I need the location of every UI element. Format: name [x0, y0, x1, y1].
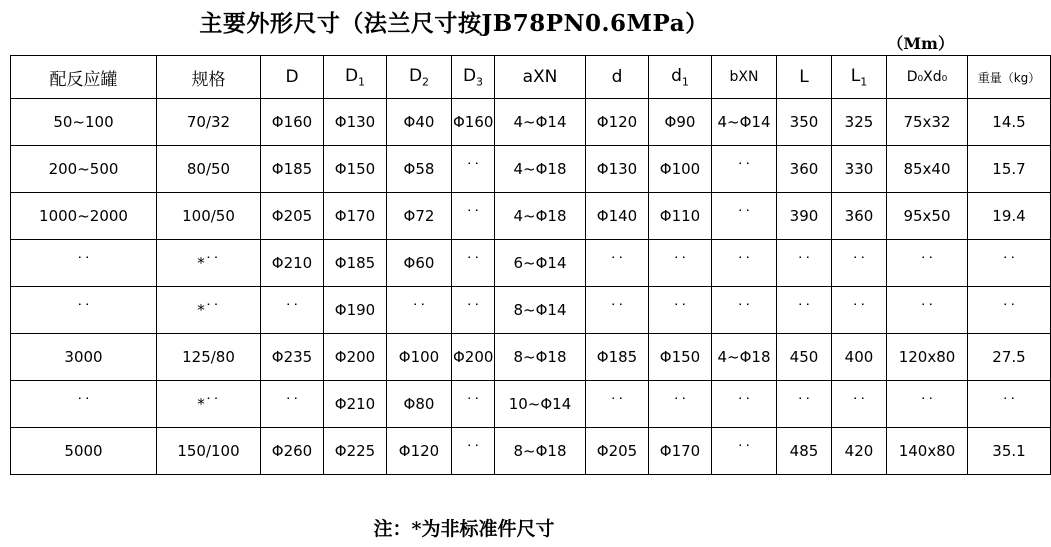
cell-d-small: ˙˙: [586, 381, 649, 428]
cell-d: Φ260: [261, 428, 324, 475]
cell-l1: ˙˙: [832, 240, 887, 287]
cell-l1: 360: [832, 193, 887, 240]
table-header-row: [11, 56, 1051, 99]
cell-d3: Φ160: [452, 99, 495, 146]
cell-d2: Φ72: [387, 193, 452, 240]
cell-l: 390: [777, 193, 832, 240]
cell-d: ˙˙: [261, 287, 324, 334]
cell-reactor-tank: ˙˙: [11, 381, 157, 428]
column-header-reactor-tank: 配反应罐: [11, 56, 157, 99]
column-header-d-small: d: [586, 56, 649, 99]
cell-l1: 420: [832, 428, 887, 475]
cell-l: 350: [777, 99, 832, 146]
cell-axn: 6~Φ14: [495, 240, 586, 287]
table-row: [11, 428, 1051, 475]
column-header-bxn: bXN: [712, 56, 777, 99]
cell-bxn: ˙˙: [712, 146, 777, 193]
cell-d0xd0: 95x50: [887, 193, 968, 240]
table-row: [11, 287, 1051, 334]
column-header-d1-small: $d_1$: [649, 56, 712, 99]
cell-d: Φ185: [261, 146, 324, 193]
cell-reactor-tank: 3000: [11, 334, 157, 381]
cell-d3: ˙˙: [452, 381, 495, 428]
cell-l: ˙˙: [777, 381, 832, 428]
cell-d0xd0: 140x80: [887, 428, 968, 475]
table-row: [11, 334, 1051, 381]
cell-weight: 27.5: [968, 334, 1051, 381]
table-row: [11, 99, 1051, 146]
cell-l: ˙˙: [777, 240, 832, 287]
cell-spec: *˙˙: [157, 381, 261, 428]
cell-axn: 4~Φ18: [495, 193, 586, 240]
cell-d-small: Φ140: [586, 193, 649, 240]
column-header-d2: $D_2$: [387, 56, 452, 99]
page-title: 主要外形尺寸（法兰尺寸按JB78PN0.6MPa）: [199, 10, 709, 37]
cell-reactor-tank: ˙˙: [11, 240, 157, 287]
cell-reactor-tank: 50~100: [11, 99, 157, 146]
cell-d: Φ160: [261, 99, 324, 146]
cell-spec: 70/32: [157, 99, 261, 146]
cell-l: 450: [777, 334, 832, 381]
cell-d3: ˙˙: [452, 428, 495, 475]
cell-d1: Φ210: [324, 381, 387, 428]
column-header-d0xd0: D₀Xd₀: [887, 56, 968, 99]
cell-d: Φ210: [261, 240, 324, 287]
spec-table: [10, 55, 1051, 475]
column-header-spec: 规格: [157, 56, 261, 99]
cell-weight: 19.4: [968, 193, 1051, 240]
cell-d: ˙˙: [261, 381, 324, 428]
cell-d-small: ˙˙: [586, 240, 649, 287]
cell-bxn: ˙˙: [712, 428, 777, 475]
cell-d1: Φ170: [324, 193, 387, 240]
cell-d3: ˙˙: [452, 193, 495, 240]
column-header-axn: aXN: [495, 56, 586, 99]
cell-axn: 10~Φ14: [495, 381, 586, 428]
cell-d0xd0: 85x40: [887, 146, 968, 193]
cell-d2: Φ100: [387, 334, 452, 381]
cell-d1-small: Φ150: [649, 334, 712, 381]
spec-table-container: [10, 55, 1041, 475]
table-row: [11, 193, 1051, 240]
cell-d0xd0: ˙˙: [887, 381, 968, 428]
cell-spec: 150/100: [157, 428, 261, 475]
cell-bxn: ˙˙: [712, 381, 777, 428]
cell-d: Φ235: [261, 334, 324, 381]
cell-bxn: ˙˙: [712, 287, 777, 334]
cell-d1-small: Φ170: [649, 428, 712, 475]
column-header-l1: $L_1$: [832, 56, 887, 99]
cell-weight: 14.5: [968, 99, 1051, 146]
cell-l: 485: [777, 428, 832, 475]
cell-d1: Φ200: [324, 334, 387, 381]
cell-d3: Φ200: [452, 334, 495, 381]
cell-d1-small: Φ100: [649, 146, 712, 193]
cell-d-small: Φ120: [586, 99, 649, 146]
cell-d1: Φ225: [324, 428, 387, 475]
table-row: [11, 240, 1051, 287]
cell-d: Φ205: [261, 193, 324, 240]
cell-d1: Φ185: [324, 240, 387, 287]
cell-d-small: Φ185: [586, 334, 649, 381]
cell-d1-small: ˙˙: [649, 240, 712, 287]
cell-d1: Φ150: [324, 146, 387, 193]
cell-d-small: Φ205: [586, 428, 649, 475]
cell-l1: 330: [832, 146, 887, 193]
cell-axn: 4~Φ18: [495, 146, 586, 193]
cell-l: ˙˙: [777, 287, 832, 334]
spec-table-body: [11, 56, 1051, 475]
cell-d2: Φ80: [387, 381, 452, 428]
cell-d1-small: Φ90: [649, 99, 712, 146]
cell-d1: Φ130: [324, 99, 387, 146]
cell-axn: 4~Φ14: [495, 99, 586, 146]
table-row: [11, 381, 1051, 428]
cell-bxn: ˙˙: [712, 193, 777, 240]
cell-spec: 100/50: [157, 193, 261, 240]
column-header-weight: 重量（kg）: [968, 56, 1051, 99]
cell-l: 360: [777, 146, 832, 193]
cell-d0xd0: ˙˙: [887, 240, 968, 287]
cell-axn: 8~Φ14: [495, 287, 586, 334]
cell-bxn: 4~Φ18: [712, 334, 777, 381]
cell-axn: 8~Φ18: [495, 428, 586, 475]
cell-d1-small: Φ110: [649, 193, 712, 240]
cell-d2: Φ60: [387, 240, 452, 287]
cell-d1: Φ190: [324, 287, 387, 334]
cell-d3: ˙˙: [452, 146, 495, 193]
cell-weight: ˙˙: [968, 287, 1051, 334]
cell-d2: Φ120: [387, 428, 452, 475]
cell-weight: 35.1: [968, 428, 1051, 475]
cell-l1: 325: [832, 99, 887, 146]
cell-d3: ˙˙: [452, 287, 495, 334]
cell-l1: 400: [832, 334, 887, 381]
cell-d0xd0: 75x32: [887, 99, 968, 146]
cell-d0xd0: 120x80: [887, 334, 968, 381]
cell-reactor-tank: 200~500: [11, 146, 157, 193]
cell-weight: 15.7: [968, 146, 1051, 193]
cell-l1: ˙˙: [832, 381, 887, 428]
cell-d2: Φ40: [387, 99, 452, 146]
cell-spec: *˙˙: [157, 287, 261, 334]
cell-reactor-tank: ˙˙: [11, 287, 157, 334]
cell-spec: 80/50: [157, 146, 261, 193]
cell-spec: *˙˙: [157, 240, 261, 287]
cell-d2: ˙˙: [387, 287, 452, 334]
cell-d-small: Φ130: [586, 146, 649, 193]
cell-weight: ˙˙: [968, 240, 1051, 287]
table-row: [11, 146, 1051, 193]
cell-spec: 125/80: [157, 334, 261, 381]
cell-reactor-tank: 5000: [11, 428, 157, 475]
unit-label: （Mm）: [887, 34, 954, 53]
column-header-d1: $D_1$: [324, 56, 387, 99]
cell-d1-small: ˙˙: [649, 287, 712, 334]
column-header-l: L: [777, 56, 832, 99]
cell-d1-small: ˙˙: [649, 381, 712, 428]
cell-reactor-tank: 1000~2000: [11, 193, 157, 240]
cell-axn: 8~Φ18: [495, 334, 586, 381]
cell-bxn: ˙˙: [712, 240, 777, 287]
cell-d2: Φ58: [387, 146, 452, 193]
cell-bxn: 4~Φ14: [712, 99, 777, 146]
column-header-d: D: [261, 56, 324, 99]
cell-d-small: ˙˙: [586, 287, 649, 334]
footnote: 注：*为非标准件尺寸: [373, 518, 555, 540]
cell-d0xd0: ˙˙: [887, 287, 968, 334]
column-header-d3: $D_3$: [452, 56, 495, 99]
cell-weight: ˙˙: [968, 381, 1051, 428]
cell-d3: ˙˙: [452, 240, 495, 287]
cell-l1: ˙˙: [832, 287, 887, 334]
